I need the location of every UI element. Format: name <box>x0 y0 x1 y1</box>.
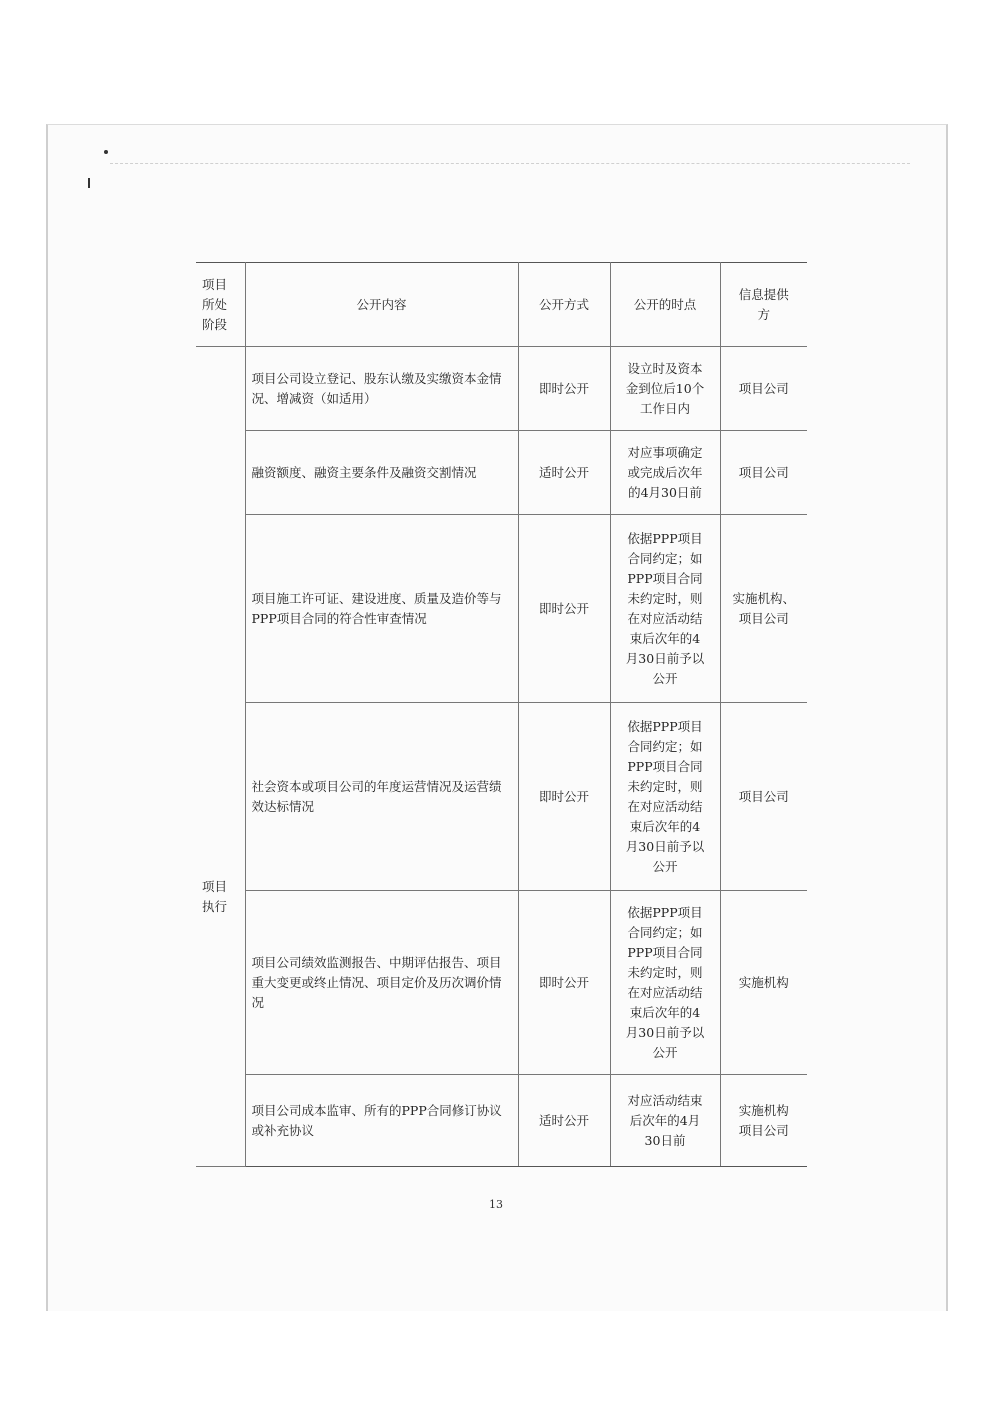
row-method: 适时公开 <box>518 1075 610 1167</box>
stage-cell: 项目 执行 <box>196 347 245 1167</box>
row-content: 项目公司设立登记、股东认缴及实缴资本金情况、增减资（如适用） <box>245 347 518 431</box>
table-row <box>196 347 807 431</box>
row-content: 社会资本或项目公司的年度运营情况及运营绩效达标情况 <box>245 703 518 891</box>
row-content: 融资额度、融资主要条件及融资交割情况 <box>245 431 518 515</box>
header-time: 公开的时点 <box>610 263 720 347</box>
header-provider: 信息提供 方 <box>720 263 807 347</box>
row-provider: 实施机构 项目公司 <box>720 1075 807 1167</box>
table-row <box>196 703 807 891</box>
row-time: 依据PPP项目 合同约定；如 PPP项目合同 未约定时，则 在对应活动结 束后次年的4 月30日前予以 公开 <box>610 703 720 891</box>
row-provider: 实施机构 <box>720 891 807 1075</box>
row-method: 即时公开 <box>518 347 610 431</box>
row-time: 设立时及资本 金到位后10个 工作日内 <box>610 347 720 431</box>
row-provider: 项目公司 <box>720 703 807 891</box>
row-method: 即时公开 <box>518 515 610 703</box>
row-time: 依据PPP项目 合同约定；如 PPP项目合同 未约定时，则 在对应活动结 束后次年的4 月30日前予以 公开 <box>610 515 720 703</box>
row-time: 依据PPP项目 合同约定；如 PPP项目合同 未约定时，则 在对应活动结 束后次年的4 月30日前予以 公开 <box>610 891 720 1075</box>
header-content: 公开内容 <box>245 263 518 347</box>
disclosure-table <box>196 262 807 1167</box>
table-row <box>196 1075 807 1167</box>
row-method: 即时公开 <box>518 703 610 891</box>
scan-artifact-line <box>110 163 910 164</box>
row-provider: 实施机构、 项目公司 <box>720 515 807 703</box>
row-content: 项目施工许可证、建设进度、质量及造价等与PPP项目合同的符合性审查情况 <box>245 515 518 703</box>
row-method: 即时公开 <box>518 891 610 1075</box>
row-content: 项目公司成本监审、所有的PPP合同修订协议或补充协议 <box>245 1075 518 1167</box>
table-row <box>196 515 807 703</box>
row-method: 适时公开 <box>518 431 610 515</box>
header-method: 公开方式 <box>518 263 610 347</box>
header-stage: 项目 所处 阶段 <box>196 263 245 347</box>
scan-speck <box>104 150 108 154</box>
row-time: 对应事项确定 或完成后次年 的4月30日前 <box>610 431 720 515</box>
table-row <box>196 431 807 515</box>
row-content: 项目公司绩效监测报告、中期评估报告、项目重大变更或终止情况、项目定价及历次调价情况 <box>245 891 518 1075</box>
table-header-row <box>196 263 807 347</box>
row-provider: 项目公司 <box>720 431 807 515</box>
table-row <box>196 891 807 1075</box>
page-number: 13 <box>489 1198 503 1211</box>
row-provider: 项目公司 <box>720 347 807 431</box>
scan-speck <box>88 178 90 188</box>
row-time: 对应活动结束 后次年的4月 30日前 <box>610 1075 720 1167</box>
